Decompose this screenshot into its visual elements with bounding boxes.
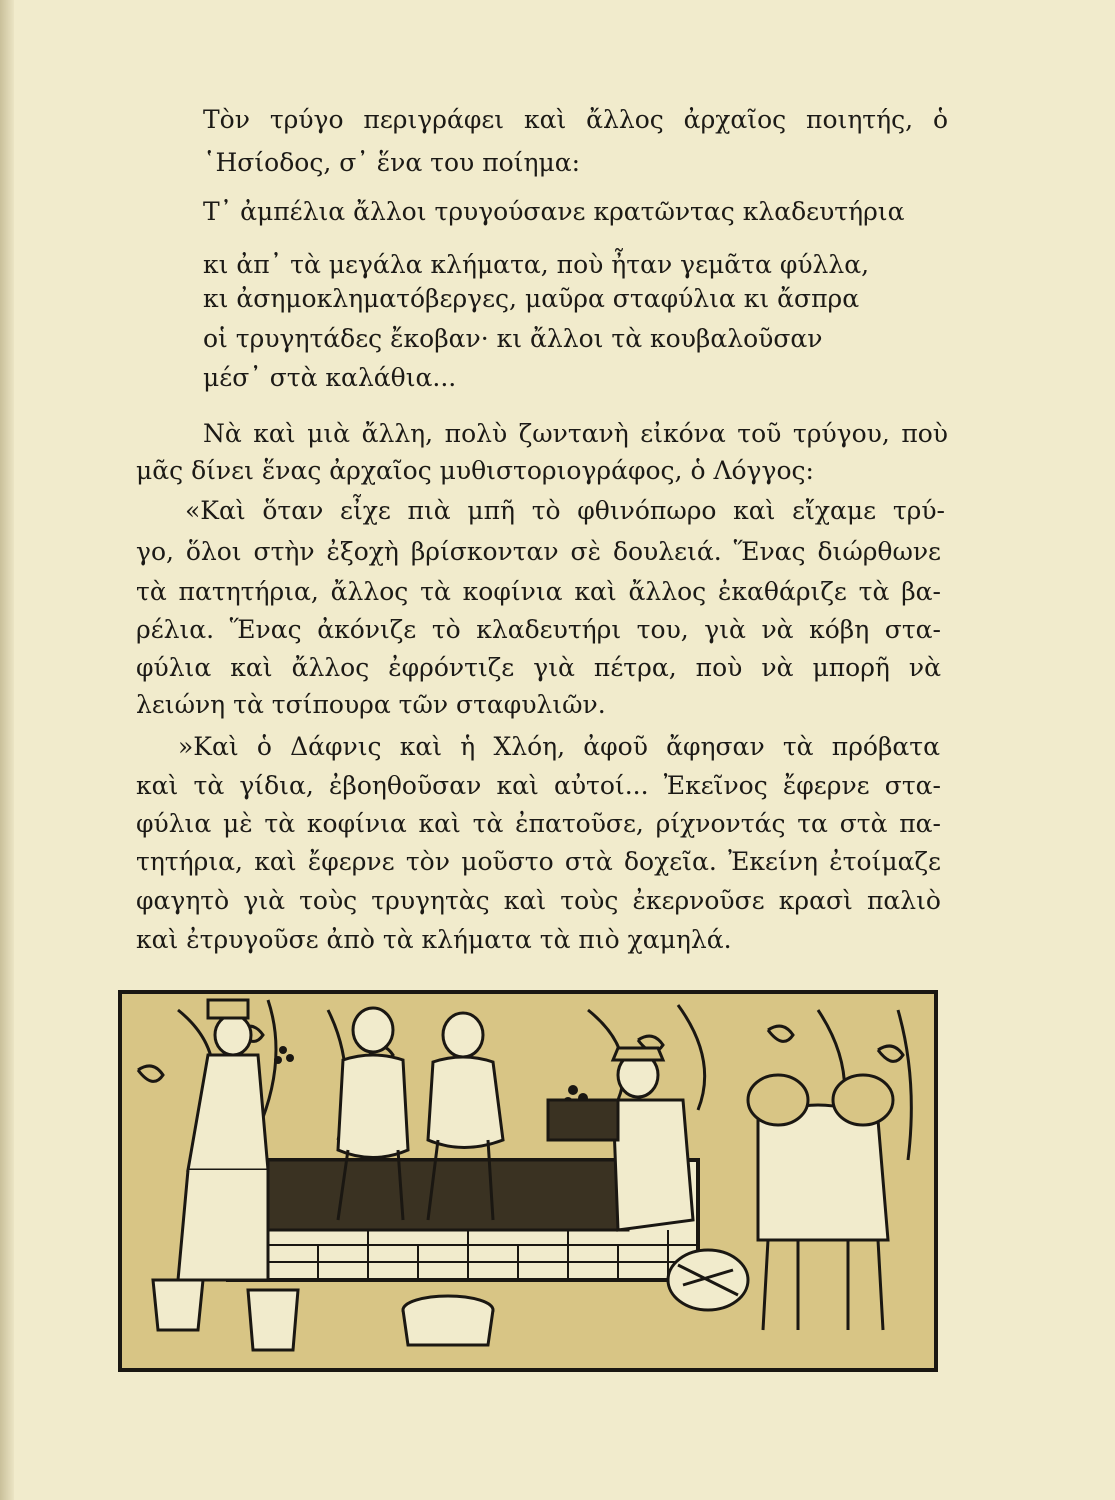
quote-1-line-6: λειώνη τὰ τσίπουρα τῶν σταφυλιῶν. bbox=[136, 690, 606, 719]
quote-2-line-1: »Καὶ ὁ Δάφνις καὶ ἡ Χλόη, ἀφοῦ ἄφησαν τὰ πρόβατα bbox=[178, 732, 940, 761]
paragraph-1-line-2: ῾Ησίοδος, σ᾽ ἕνα του ποίημα: bbox=[203, 148, 581, 177]
verse-line-5: μέσ᾽ στὰ καλάθια... bbox=[203, 363, 457, 392]
quote-1-line-5: φύλια καὶ ἄλλος ἐφρόντιζε γιὰ πέτρα, ποὺ νὰ μπορῆ νὰ bbox=[136, 653, 941, 682]
quote-2-line-3: φύλια μὲ τὰ κοφίνια καὶ τὰ ἐπατοῦσε, ρίχνοντάς τα στὰ πα- bbox=[136, 809, 941, 838]
verse-line-4: οἱ τρυγητάδες ἔκοβαν· κι ἄλλοι τὰ κουβαλοῦσαν bbox=[203, 324, 823, 353]
verse-line-3: κι ἀσημοκληματόβεργες, μαῦρα σταφύλια κι ἄσπρα bbox=[203, 284, 860, 313]
verse-line-1: Τ᾽ ἀμπέλια ἄλλοι τρυγούσανε κρατῶντας κλαδευτήρια bbox=[203, 197, 905, 226]
quote-1-line-2: γο, ὅλοι στὴν ἐξοχὴ βρίσκονταν σὲ δουλειά. Ἕνας διώρθωνε bbox=[136, 537, 941, 566]
paragraph-1-line-1: Τὸν τρύγο περιγράφει καὶ ἄλλος ἀρχαῖος ποιητής, ὁ bbox=[203, 105, 948, 134]
quote-2-line-5: φαγητὸ γιὰ τοὺς τρυγητὰς καὶ τοὺς ἐκερνοῦσε κρασὶ παλιὸ bbox=[136, 886, 941, 915]
quote-2-line-6: καὶ ἐτρυγοῦσε ἀπὸ τὰ κλήματα τὰ πιὸ χαμηλά. bbox=[136, 925, 732, 954]
quote-1-line-3: τὰ πατητήρια, ἄλλος τὰ κοφίνια καὶ ἄλλος ἐκαθάριζε τὰ βα- bbox=[136, 577, 941, 606]
barrel bbox=[668, 1250, 748, 1310]
paragraph-2-line-2: μᾶς δίνει ἕνας ἀρχαῖος μυθιστοριογράφος, ὁ Λόγγος: bbox=[136, 456, 814, 485]
quote-2-line-4: τητήρια, καὶ ἔφερνε τὸν μοῦστο στὰ δοχεῖα. Ἐκείνη ἐτοίμαζε bbox=[136, 847, 941, 876]
quote-1-line-1: «Καὶ ὅταν εἶχε πιὰ μπῆ τὸ φθινόπωρο καὶ εἴχαμε τρύ- bbox=[185, 496, 945, 525]
page-spine-shadow bbox=[0, 0, 14, 1500]
quote-1-line-4: ρέλια. Ἕνας ἀκόνιζε τὸ κλαδευτήρι του, γιὰ νὰ κόβη στα- bbox=[136, 615, 941, 644]
grape-harvest-woodcut bbox=[118, 990, 938, 1372]
quote-2-line-2: καὶ τὰ γίδια, ἐβοηθοῦσαν καὶ αὐτοί... Ἐκεῖνος ἔφερνε στα- bbox=[136, 771, 941, 800]
paragraph-2-line-1: Νὰ καὶ μιὰ ἄλλη, πολὺ ζωντανὴ εἰκόνα τοῦ τρύγου, ποὺ bbox=[203, 419, 948, 448]
verse-line-2: κι ἀπ᾽ τὰ μεγάλα κλήματα, ποὺ ἦταν γεμᾶτα φύλλα, bbox=[203, 250, 870, 279]
